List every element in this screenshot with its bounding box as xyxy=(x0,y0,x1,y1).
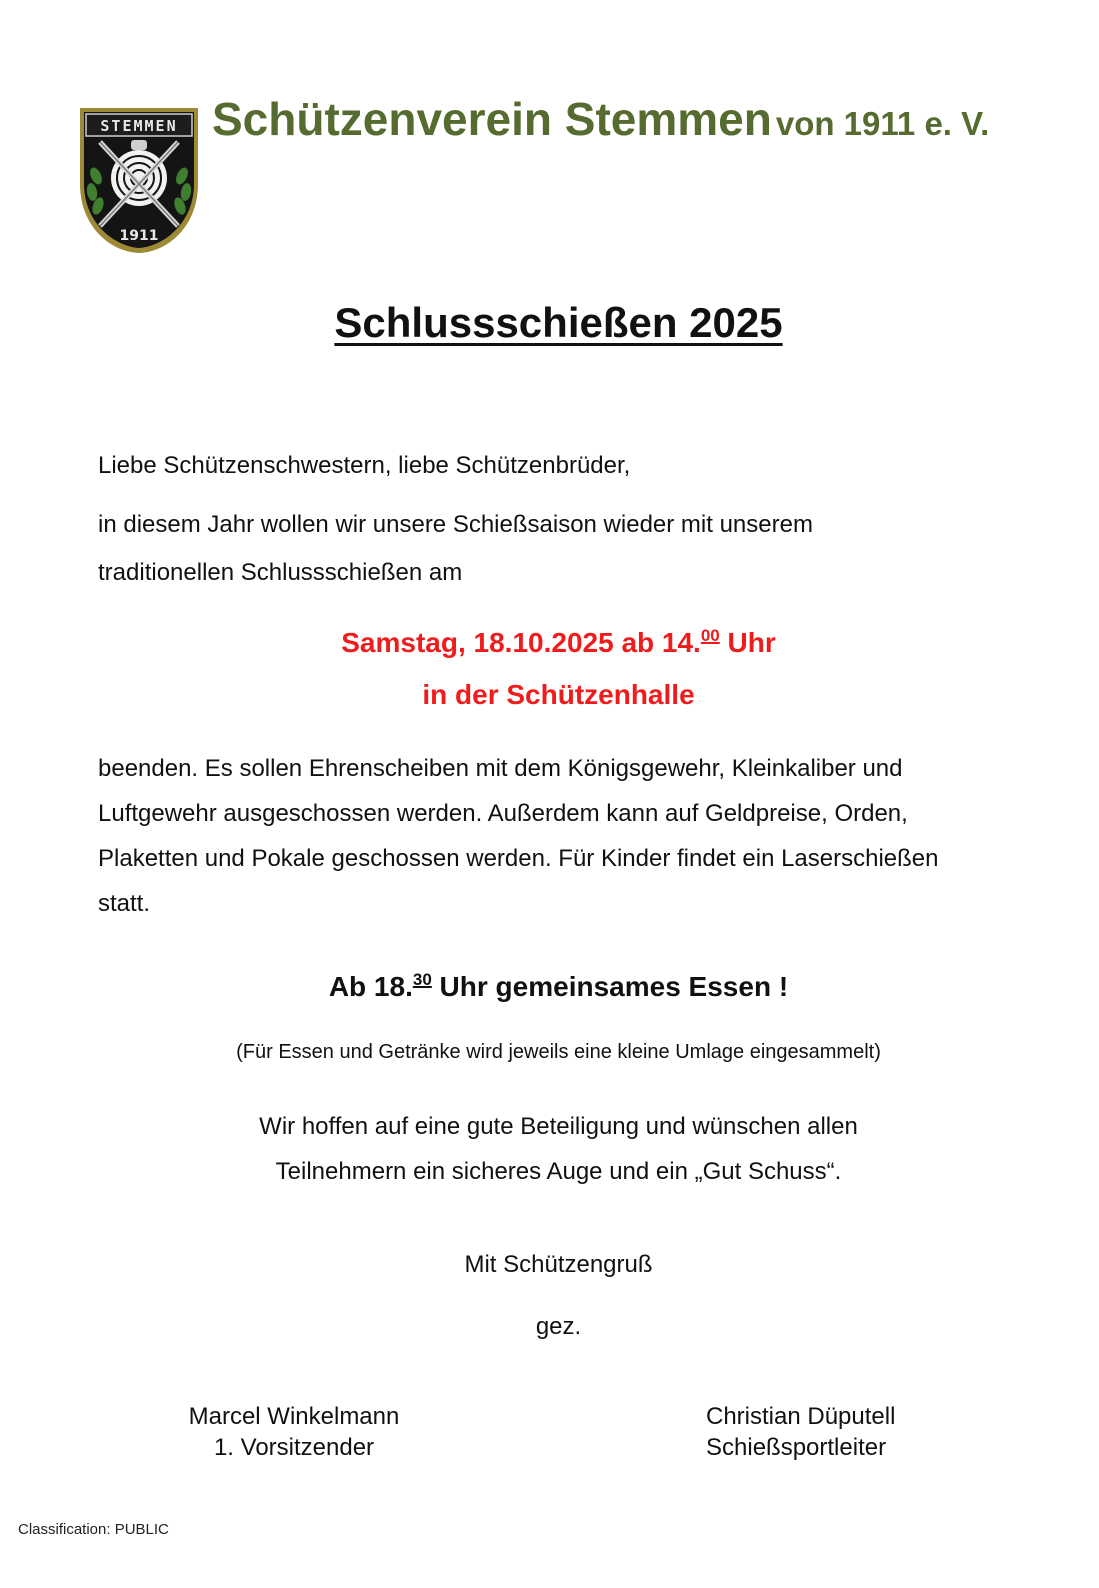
regards-text: Mit Schützengruß xyxy=(464,1251,653,1278)
closing-line-1: Wir hoffen auf eine gute Beteiligung und wünschen allen xyxy=(259,1113,858,1140)
description-line-1: beenden. Es sollen Ehrenscheiben mit dem Königsgewehr, Kleinkaliber und xyxy=(98,755,903,782)
description-line-2: Luftgewehr ausgeschossen werden. Außerdem kann auf Geldpreise, Orden, xyxy=(98,800,908,827)
dinner-note: (Für Essen und Getränke wird jeweils eine kleine Umlage eingesammelt) xyxy=(236,1041,881,1063)
page-title xyxy=(0,298,1099,348)
closing-line-2: Teilnehmern ein sicheres Auge und ein „Gut Schuss“. xyxy=(275,1158,842,1185)
intro-line-1: in diesem Jahr wollen wir unsere Schießsaison wieder mit unserem xyxy=(98,511,813,538)
signature-role: 1. Vorsitzender xyxy=(213,1433,375,1461)
organization-name xyxy=(212,93,990,145)
dinner-announcement xyxy=(0,970,1099,1004)
greeting-text: Liebe Schützenschwestern, liebe Schützenbrüder, xyxy=(98,452,631,479)
signed-text: gez. xyxy=(535,1313,582,1340)
signature-name: Marcel Winkelmann xyxy=(188,1403,400,1430)
intro-line-2: traditionellen Schlussschießen am xyxy=(98,559,463,586)
signature-left xyxy=(164,1403,424,1463)
signature-name: Christian Düputell xyxy=(706,1403,896,1430)
club-crest-icon xyxy=(78,106,200,254)
dinner-time-minutes: 30 xyxy=(412,970,432,989)
event-date-suffix: Uhr xyxy=(719,627,776,658)
page-title-text: Schlussschießen 2025 xyxy=(334,299,783,346)
description-line-4: statt. xyxy=(98,890,151,917)
classification-label: Classification: PUBLIC xyxy=(18,1521,169,1538)
dinner-time: Ab 18. xyxy=(328,971,413,1002)
event-date-main: Samstag, 18.10.2025 ab 14. xyxy=(341,627,701,658)
event-date xyxy=(0,626,1099,660)
signature-right xyxy=(706,1403,986,1463)
dinner-text: Uhr gemeinsames Essen ! xyxy=(431,971,789,1002)
svg-text:1911: 1911 xyxy=(119,228,159,244)
svg-text:STEMMEN: STEMMEN xyxy=(100,117,178,135)
organization-suffix: von 1911 e. V. xyxy=(775,105,990,142)
event-date-minutes: 00 xyxy=(700,626,720,645)
organization-main-name: Schützenverein Stemmen xyxy=(212,93,772,145)
event-place: in der Schützenhalle xyxy=(422,679,695,710)
description-line-3: Plaketten und Pokale geschossen werden. Für Kinder findet ein Laserschießen xyxy=(98,845,939,872)
signature-role: Schießsportleiter xyxy=(706,1433,887,1461)
